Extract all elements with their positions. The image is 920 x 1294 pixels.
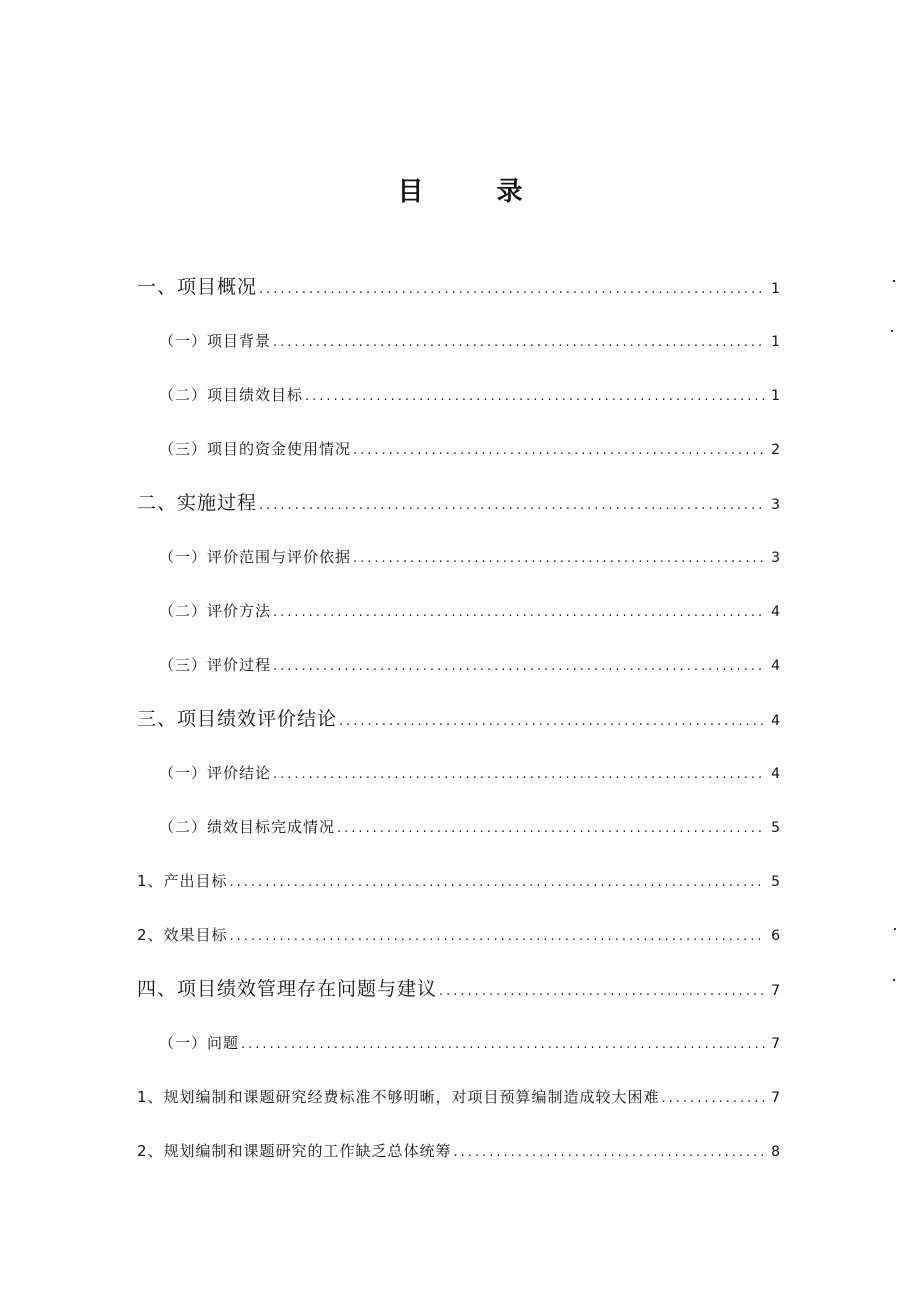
toc-entry[interactable] xyxy=(137,908,780,962)
dot-leader xyxy=(273,640,766,694)
toc-entry-page-number: 5 xyxy=(771,820,780,836)
toc-entry-label: 1、产出目标 xyxy=(137,872,228,890)
dot-leader xyxy=(454,1126,766,1180)
toc-entry-label: （三）评价过程 xyxy=(159,656,272,674)
scan-speck xyxy=(891,330,893,332)
dot-leader xyxy=(241,1018,766,1072)
toc-entry[interactable] xyxy=(137,1124,780,1178)
toc-entry[interactable] xyxy=(137,746,780,800)
toc-entry-page-number: 1 xyxy=(771,388,780,404)
toc-entry[interactable] xyxy=(137,476,780,530)
scan-speck xyxy=(893,280,895,282)
dot-leader xyxy=(273,586,766,640)
toc-entry-page-number: 3 xyxy=(771,550,780,566)
toc-entry-label: 2、规划编制和课题研究的工作缺乏总体统筹 xyxy=(137,1142,452,1160)
toc-entry-label: （二）绩效目标完成情况 xyxy=(159,818,336,836)
toc-entry-page-number: 5 xyxy=(771,874,780,890)
toc-entry-page-number: 7 xyxy=(771,983,780,999)
toc-entry[interactable] xyxy=(137,422,780,476)
scan-speck xyxy=(893,979,895,981)
table-of-contents xyxy=(137,260,780,1178)
toc-entry[interactable] xyxy=(137,854,780,908)
toc-entry-page-number: 8 xyxy=(771,1144,780,1160)
toc-entry-page-number: 7 xyxy=(771,1036,780,1052)
toc-entry[interactable] xyxy=(137,260,780,314)
toc-entry[interactable] xyxy=(137,314,780,368)
toc-entry-label: 一、项目概况 xyxy=(137,276,258,298)
dot-leader xyxy=(353,532,766,586)
toc-entry-page-number: 3 xyxy=(771,497,780,513)
toc-title: 目 录 xyxy=(397,177,555,207)
toc-entry-label: （二）项目绩效目标 xyxy=(159,386,304,404)
toc-entry[interactable] xyxy=(137,530,780,584)
dot-leader xyxy=(273,316,766,370)
toc-entry-label: 2、效果目标 xyxy=(137,926,228,944)
toc-entry[interactable] xyxy=(137,1016,780,1070)
dot-leader xyxy=(230,856,766,910)
dot-leader xyxy=(305,370,766,424)
toc-entry[interactable] xyxy=(137,584,780,638)
toc-entry[interactable] xyxy=(137,368,780,422)
toc-entry-label: （一）评价结论 xyxy=(159,764,272,782)
dot-leader xyxy=(337,802,766,856)
toc-entry-label: （三）项目的资金使用情况 xyxy=(159,440,352,458)
dot-leader xyxy=(230,910,766,964)
toc-entry[interactable] xyxy=(137,800,780,854)
toc-entry-label: （一）评价范围与评价依据 xyxy=(159,548,352,566)
scan-speck xyxy=(894,928,896,930)
dot-leader xyxy=(339,695,766,749)
dot-leader xyxy=(273,748,766,802)
toc-entry-label: （二）评价方法 xyxy=(159,602,272,620)
dot-leader xyxy=(662,1072,766,1126)
toc-entry-label: 二、实施过程 xyxy=(137,492,258,514)
toc-entry-label: （一）项目背景 xyxy=(159,332,272,350)
toc-entry[interactable] xyxy=(137,1070,780,1124)
toc-entry-page-number: 6 xyxy=(771,928,780,944)
toc-entry-page-number: 4 xyxy=(771,713,780,729)
toc-entry-page-number: 1 xyxy=(771,334,780,350)
toc-entry-page-number: 2 xyxy=(771,442,780,458)
dot-leader xyxy=(353,424,766,478)
dot-leader xyxy=(259,263,766,317)
toc-entry-page-number: 7 xyxy=(771,1090,780,1106)
toc-entry-label: 三、项目绩效评价结论 xyxy=(137,708,338,730)
dot-leader xyxy=(439,965,766,1019)
toc-entry-page-number: 4 xyxy=(771,658,780,674)
toc-entry-label: 四、项目绩效管理存在问题与建议 xyxy=(137,978,438,1000)
dot-leader xyxy=(259,479,766,533)
toc-entry[interactable] xyxy=(137,692,780,746)
toc-entry-page-number: 4 xyxy=(771,766,780,782)
toc-entry[interactable] xyxy=(137,638,780,692)
toc-entry-page-number: 1 xyxy=(771,281,780,297)
toc-entry-page-number: 4 xyxy=(771,604,780,620)
toc-entry-label: （一）问题 xyxy=(159,1034,240,1052)
toc-entry-label: 1、规划编制和课题研究经费标准不够明晰，对项目预算编制造成较大困难 xyxy=(137,1088,660,1106)
toc-entry[interactable] xyxy=(137,962,780,1016)
